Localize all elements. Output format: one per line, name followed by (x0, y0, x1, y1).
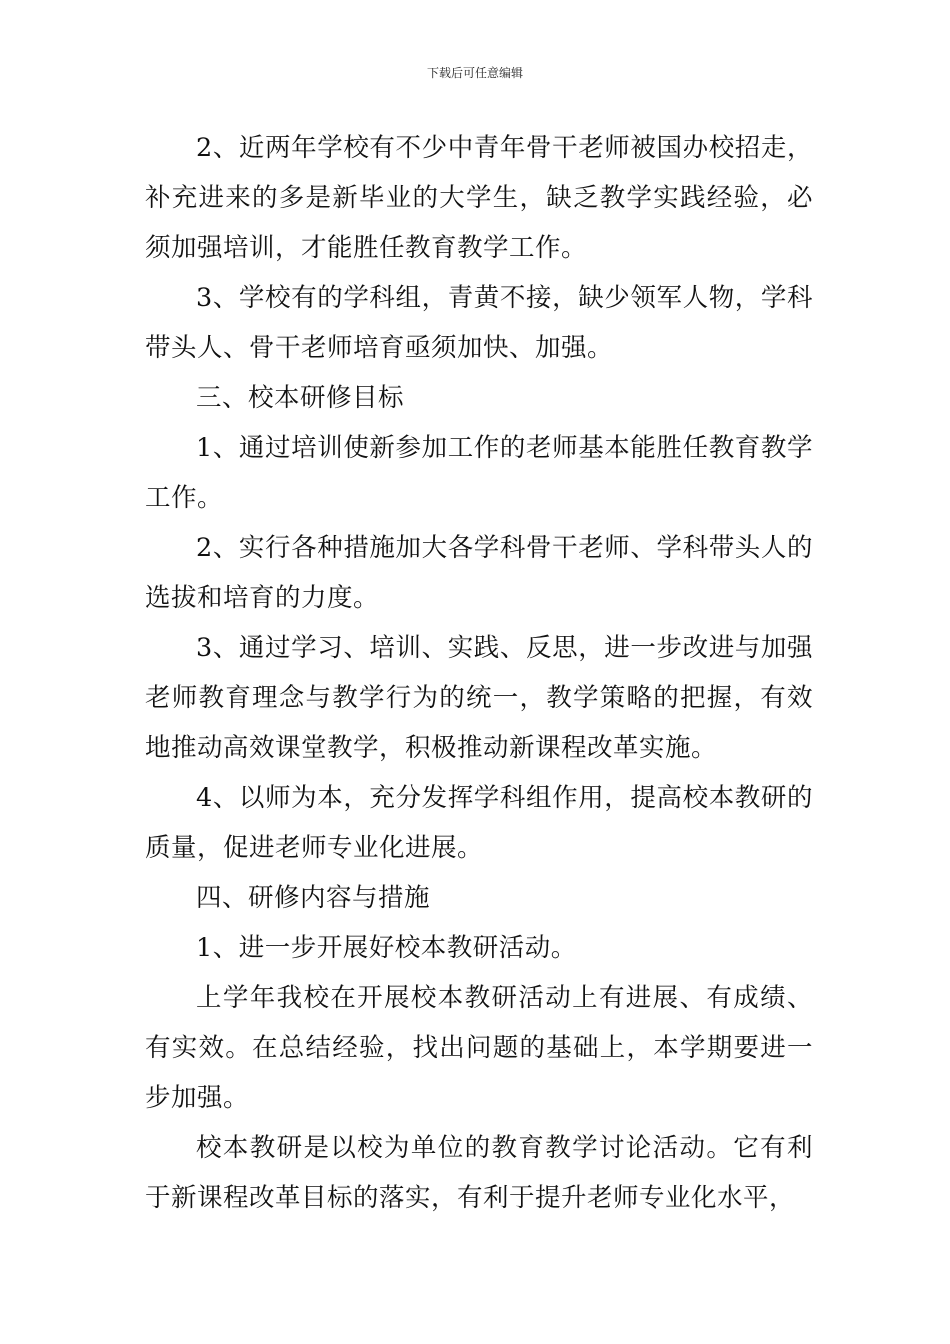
paragraph-measure-1: 1、进一步开展好校本教研活动。 (196, 933, 577, 963)
paragraph-goal-2: 2、实行各种措施加大各学科骨干老师、学科带头人的选拔和培育的力度。 (145, 533, 813, 613)
section-heading-content-measures: 四、研修内容与措施 (196, 883, 431, 913)
paragraph-goal-4: 4、以师为本，充分发挥学科组作用，提高校本教研的质量，促进老师专业化进展。 (145, 783, 813, 863)
paragraph-goal-3: 3、通过学习、培训、实践、反思，进一步改进与加强老师教育理念与教学行为的统一，教学策略的把握，有效地推动高效课堂教学，积极推动新课程改革实施。 (145, 633, 813, 763)
paragraph-goal-1: 1、通过培训使新参加工作的老师基本能胜任教育教学工作。 (145, 433, 813, 513)
paragraph-subject-groups: 3、学校有的学科组，青黄不接，缺少领军人物，学科带头人、骨干老师培育亟须加快、加强。 (145, 283, 813, 363)
paragraph-school-research-definition: 校本教研是以校为单位的教育教学讨论活动。它有利于新课程改革目标的落实，有利于提升老师专业化水平， (145, 1133, 813, 1213)
section-heading-goals: 三、校本研修目标 (196, 383, 405, 413)
document-body (145, 123, 813, 1223)
page-header-note: 下载后可任意编辑 (426, 66, 523, 80)
paragraph-last-year-review: 上学年我校在开展校本教研活动上有进展、有成绩、有实效。在总结经验，找出问题的基础上，本学期要进一步加强。 (145, 983, 813, 1113)
paragraph-teacher-turnover: 2、近两年学校有不少中青年骨干老师被国办校招走，补充进来的多是新毕业的大学生，缺乏教学实践经验，必须加强培训，才能胜任教育教学工作。 (145, 133, 813, 263)
